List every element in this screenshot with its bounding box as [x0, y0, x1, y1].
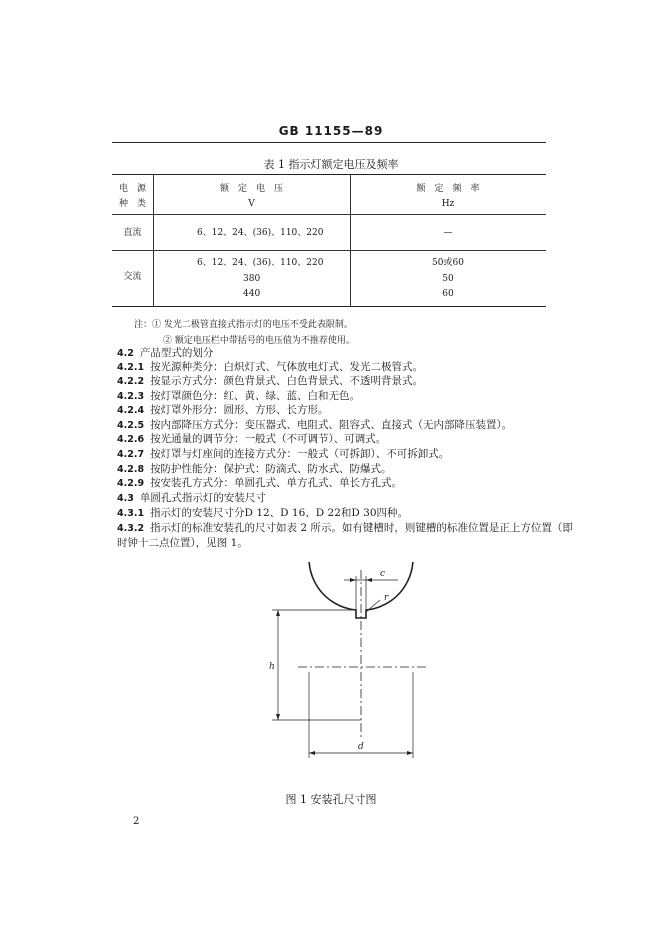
- label-h: h: [269, 662, 275, 672]
- row-ac-voltage-2: 380: [243, 274, 261, 284]
- section-text: 按显示方式分：颜色背景式、白色背景式、不透明背景式。: [150, 375, 424, 387]
- section-4-2-4: [117, 403, 547, 418]
- page-number: 2: [133, 816, 140, 827]
- table-row-rule: [112, 250, 546, 251]
- section-text: 指示灯的标准安装孔的尺寸如表 2 所示。如有键槽时，则键槽的标准位置是正上方位置（即: [150, 522, 573, 534]
- section-number: 4.2.6: [117, 434, 145, 445]
- section-4-2-2: [117, 374, 547, 389]
- section-number: 4.2: [117, 348, 134, 359]
- section-4-3-1: [117, 506, 547, 521]
- label-d: d: [358, 742, 364, 752]
- row-ac-voltage-1: 6、12、24、(36)、110、220: [197, 258, 324, 268]
- header-power-type-1: 电 源: [118, 184, 146, 194]
- section-4-3: [117, 491, 547, 506]
- section-number: 4.3: [117, 493, 134, 504]
- section-number: 4.2.5: [117, 420, 145, 431]
- section-text: 按灯罩与灯座间的连接方式分：一般式（可拆卸）、不可拆卸式。: [150, 448, 450, 460]
- header-rated-voltage: 额 定 电 压: [219, 184, 283, 194]
- header-rule: [112, 142, 546, 143]
- table-note-1: 注：① 发光二极管直接式指示灯的电压不受此表限制。: [134, 320, 353, 330]
- row-ac-voltage-3: 440: [243, 289, 261, 299]
- section-text: 时钟十二点位置），见图 1。: [117, 537, 248, 549]
- table-caption: 表 1 指示灯额定电压及频率: [263, 158, 399, 171]
- row-ac-frequency-3: 60: [442, 289, 454, 299]
- r-leader-line: [366, 600, 380, 612]
- row-ac-frequency-1: 50或60: [432, 258, 464, 268]
- section-4-3-2: [117, 521, 573, 536]
- section-number: 4.3.2: [117, 523, 145, 534]
- row-ac-type: 交流: [123, 272, 142, 282]
- section-4-2-6: [117, 432, 547, 447]
- section-4-3-2-continued: [117, 536, 547, 550]
- section-4-2: [117, 346, 547, 361]
- row-dc-voltage: 6、12、24、(36)、110、220: [197, 228, 324, 238]
- table-bottom-rule: [112, 306, 546, 307]
- table-top-rule: [112, 174, 546, 175]
- section-4-2-7: [117, 447, 547, 462]
- header-voltage-unit: V: [248, 199, 255, 209]
- section-number: 4.2.3: [117, 391, 145, 402]
- row-dc-type: 直流: [123, 228, 142, 238]
- section-4-2-1: [117, 360, 547, 375]
- section-4-2-8: [117, 462, 547, 477]
- label-c: c: [380, 569, 386, 579]
- section-number: 4.2.8: [117, 464, 145, 475]
- row-dc-frequency: —: [443, 228, 453, 238]
- label-r: r: [384, 593, 389, 603]
- section-text: 按灯罩外形分：圆形、方形、长方形。: [150, 404, 329, 416]
- section-number: 4.2.9: [117, 478, 145, 489]
- section-number: 4.3.1: [117, 508, 145, 519]
- section-number: 4.2.4: [117, 405, 145, 416]
- section-text: 按灯罩颜色分：红、黄、绿、蓝、白和无色。: [150, 390, 361, 402]
- header-rated-frequency: 额 定 频 率: [416, 184, 480, 194]
- section-text: 产品型式的划分: [139, 347, 214, 359]
- section-text: 单圆孔式指示灯的安装尺寸: [139, 492, 266, 504]
- section-number: 4.2.7: [117, 449, 145, 460]
- section-4-2-3: [117, 389, 547, 404]
- header-frequency-unit: Hz: [441, 199, 455, 209]
- section-text: 按光通量的调节分：一般式（不可调节）、可调式。: [150, 433, 387, 445]
- table-note-2: ② 额定电压栏中带括号的电压值为不推荐使用。: [163, 336, 355, 346]
- section-4-2-5: [117, 418, 547, 433]
- section-text: 按光源种类分：白炽灯式、气体放电灯式、发光二极管式。: [150, 361, 424, 373]
- section-number: 4.2.1: [117, 362, 145, 373]
- figure-caption: 图 1 安装孔尺寸图: [285, 793, 377, 806]
- mounting-hole-drawing: [260, 562, 440, 772]
- section-number: 4.2.2: [117, 376, 145, 387]
- section-text: 按内部降压方式分：变压器式、电阻式、阻容式、直接式（无内部降压装置）。: [150, 419, 513, 431]
- section-text: 指示灯的安装尺寸分D 12、D 16、D 22和D 30四种。: [150, 507, 409, 519]
- section-text: 按防护性能分：保护式：防滴式、防水式、防爆式。: [150, 463, 392, 475]
- section-4-2-9: [117, 476, 547, 491]
- standard-code: GB 11155—89: [278, 124, 384, 138]
- table-header-rule: [112, 214, 546, 215]
- row-ac-frequency-2: 50: [442, 274, 454, 284]
- dimension-arrows: [276, 578, 413, 755]
- header-power-type-2: 种 类: [118, 199, 146, 209]
- section-text: 按安装孔方式分：单圆孔式、单方孔式、单长方孔式。: [150, 477, 403, 489]
